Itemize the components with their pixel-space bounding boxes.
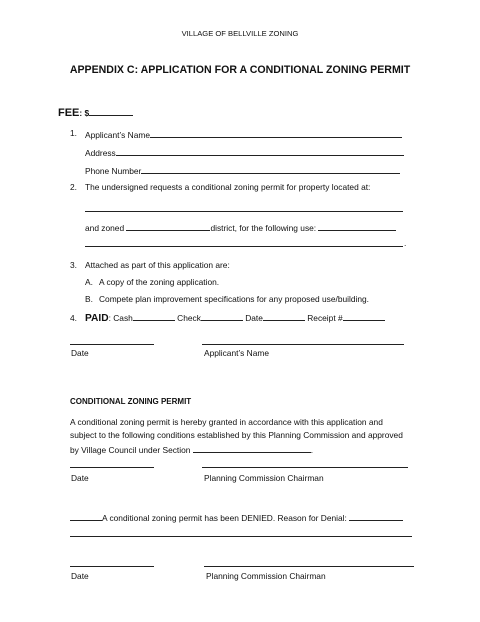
applicant-signature-label: Applicant’s Name bbox=[204, 348, 270, 358]
applicant-name-row bbox=[85, 128, 402, 140]
denial-signature-label: Planning Commission Chairman bbox=[206, 571, 326, 581]
approval-signature-label: Planning Commission Chairman bbox=[204, 473, 324, 483]
attached-text: Attached as part of this application are: bbox=[85, 260, 230, 270]
fee-suffix: : $ bbox=[79, 108, 90, 118]
property-text: The undersigned requests a conditional zoning permit for property located at: bbox=[85, 182, 371, 192]
denial-check-field[interactable] bbox=[70, 511, 102, 521]
paid-date-label: Date bbox=[245, 313, 263, 323]
applicant-signature-line[interactable] bbox=[202, 344, 404, 345]
item-4-number: 4. bbox=[70, 313, 77, 323]
permit-heading: CONDITIONAL ZONING PERMIT bbox=[70, 397, 192, 406]
permit-period: . bbox=[310, 445, 314, 455]
page-header: VILLAGE OF BELLVILLE ZONING bbox=[181, 29, 299, 38]
receipt-field[interactable] bbox=[343, 311, 385, 321]
attachment-a-label: A. bbox=[85, 277, 93, 287]
use-field[interactable] bbox=[318, 221, 396, 231]
check-label: Check bbox=[177, 313, 201, 323]
address-row bbox=[85, 146, 404, 158]
applicant-date-label: Date bbox=[71, 348, 89, 358]
use-continued-field[interactable] bbox=[85, 246, 403, 247]
denial-date-label: Date bbox=[71, 571, 89, 581]
permit-section-field[interactable] bbox=[193, 443, 314, 455]
attachment-b-text: Compete plan improvement specifications for any proposed use/building. bbox=[99, 294, 370, 304]
applicant-date-line[interactable] bbox=[70, 344, 154, 345]
permit-text-line-3 bbox=[70, 443, 313, 455]
cash-field[interactable] bbox=[133, 311, 175, 321]
zoned-row bbox=[85, 221, 396, 233]
permit-text-line-1: A conditional zoning permit is hereby granted in accordance with this application and bbox=[70, 417, 383, 427]
phone-row bbox=[85, 164, 400, 176]
applicant-name-label: Applicant’s Name bbox=[85, 130, 151, 140]
page-title: APPENDIX C: APPLICATION FOR A CONDITIONAL ZONING PERMIT bbox=[69, 64, 411, 76]
district-label: district, for the following use: bbox=[210, 223, 317, 233]
attachment-b-label: B. bbox=[85, 294, 93, 304]
approval-date-line[interactable] bbox=[70, 467, 154, 468]
attachment-a-text: A copy of the zoning application. bbox=[99, 277, 220, 287]
zoned-field[interactable] bbox=[126, 221, 210, 231]
approval-date-label: Date bbox=[71, 473, 89, 483]
address-field[interactable] bbox=[116, 146, 404, 156]
denial-row bbox=[70, 511, 403, 523]
check-field[interactable] bbox=[201, 311, 243, 321]
fee-label: FEE bbox=[58, 107, 80, 119]
approval-signature-line[interactable] bbox=[202, 467, 408, 468]
zoned-label: and zoned bbox=[85, 223, 125, 233]
use-period: . bbox=[404, 238, 407, 248]
denial-reason-continued-field[interactable] bbox=[70, 536, 412, 537]
denial-date-line[interactable] bbox=[70, 566, 154, 567]
phone-label: Phone Number bbox=[85, 166, 142, 176]
cash-label: : Cash bbox=[108, 313, 133, 323]
item-2-number: 2. bbox=[70, 182, 77, 192]
fee-field[interactable] bbox=[89, 106, 133, 116]
property-location-field[interactable] bbox=[85, 211, 403, 212]
permit-text-line-2: subject to the following conditions established by this Planning Commission and approved bbox=[70, 430, 403, 440]
denial-signature-line[interactable] bbox=[204, 566, 414, 567]
address-label: Address bbox=[85, 148, 116, 158]
permit-section-label: by Village Council under Section bbox=[70, 445, 191, 455]
denial-text: A conditional zoning permit has been DENIED. Reason for Denial: bbox=[102, 513, 347, 523]
paid-date-field[interactable] bbox=[263, 311, 305, 321]
item-1-number: 1. bbox=[70, 128, 77, 138]
receipt-label: Receipt # bbox=[307, 313, 343, 323]
paid-label: PAID bbox=[85, 313, 109, 324]
phone-field[interactable] bbox=[141, 164, 400, 174]
paid-row bbox=[85, 311, 385, 324]
applicant-name-field[interactable] bbox=[150, 128, 402, 138]
fee-line bbox=[58, 106, 133, 119]
denial-reason-field[interactable] bbox=[349, 511, 403, 521]
item-3-number: 3. bbox=[70, 260, 77, 270]
